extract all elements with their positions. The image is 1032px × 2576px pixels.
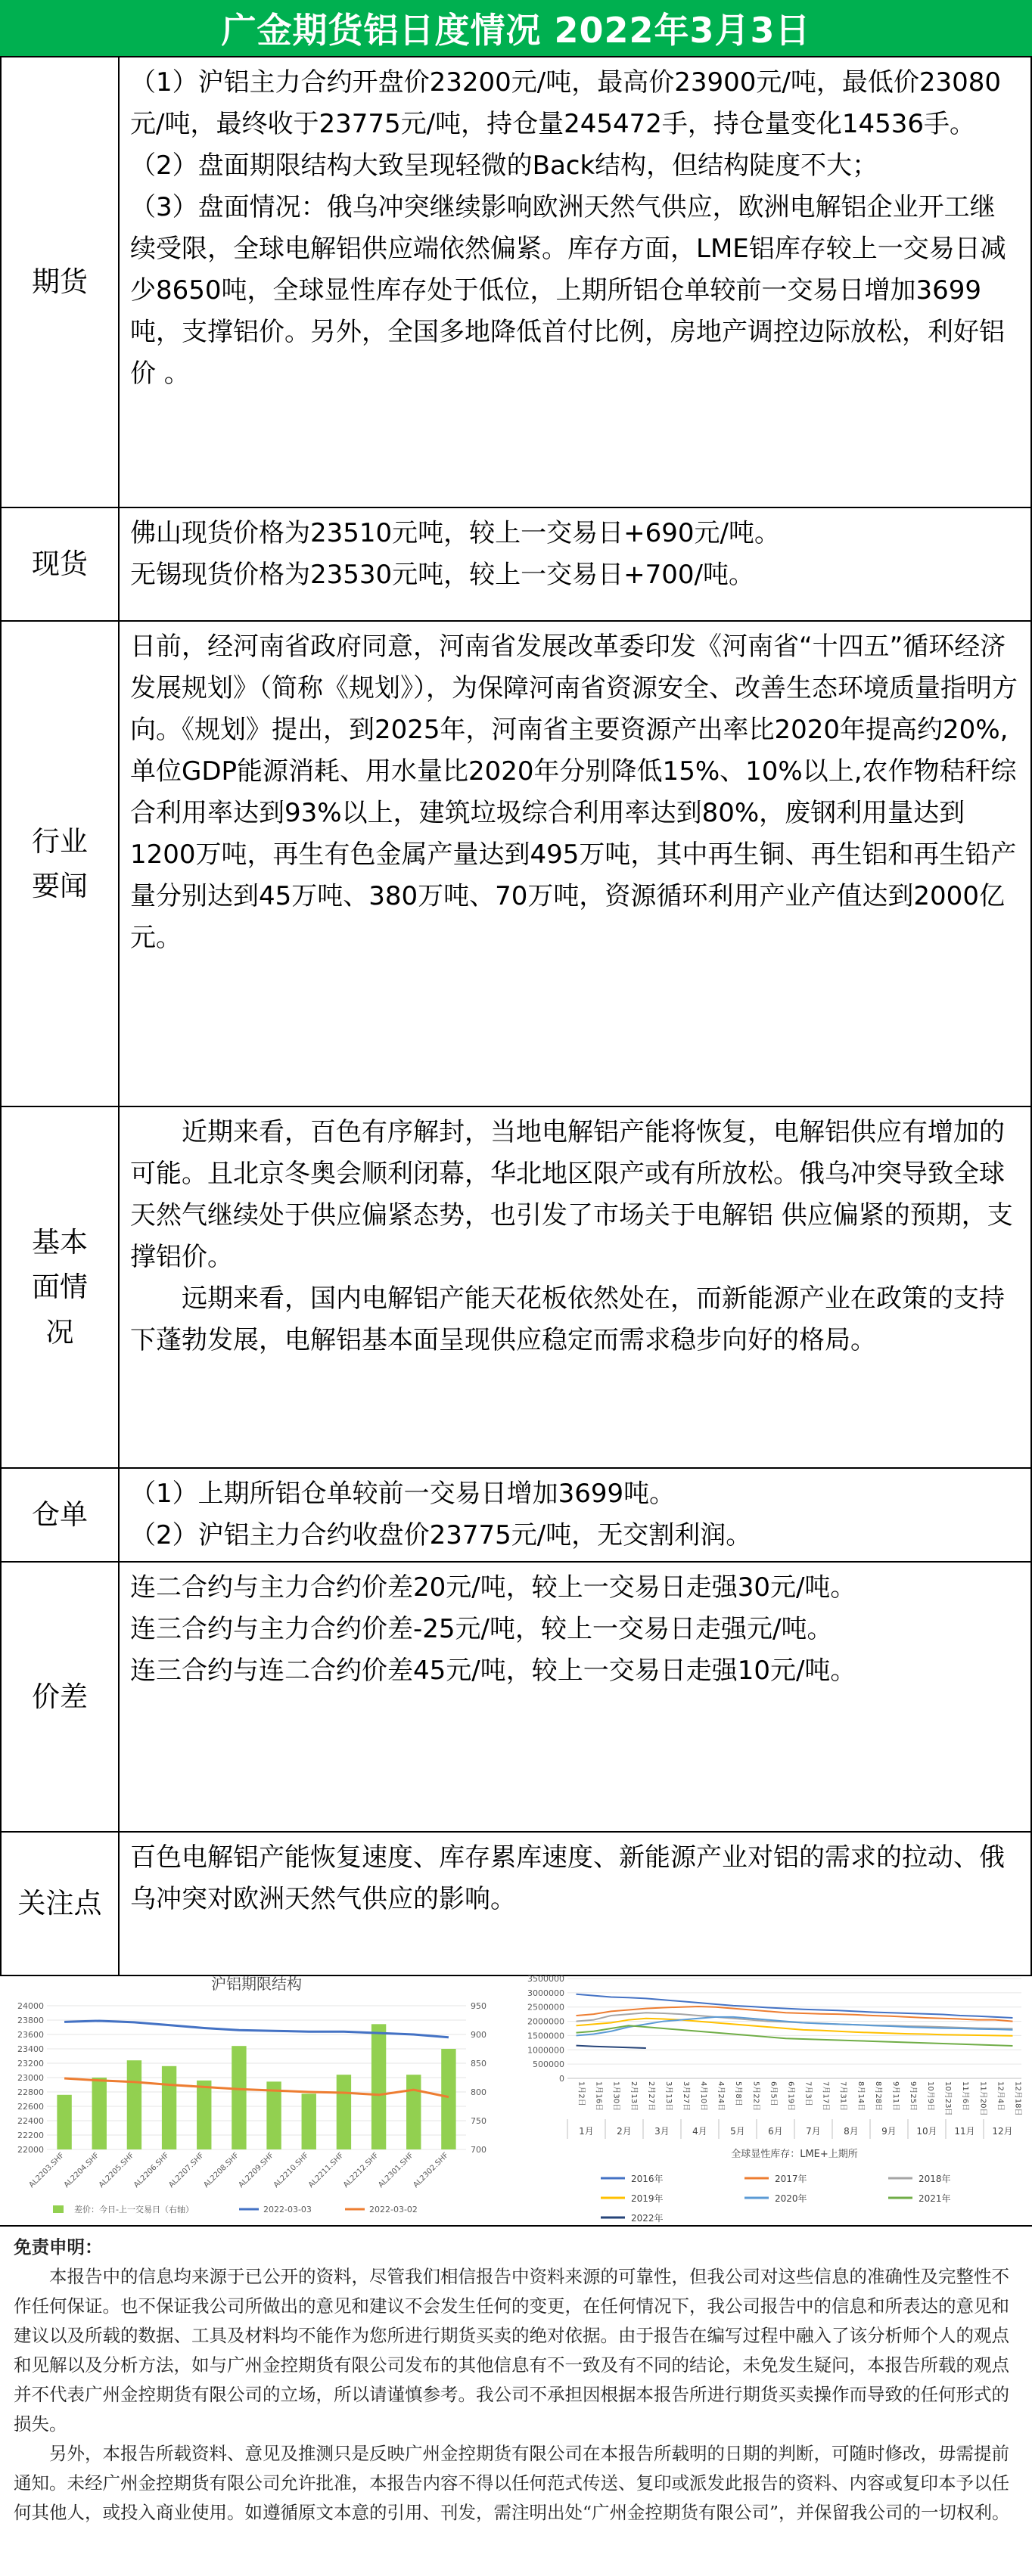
report-table [0,56,1032,1976]
y-tick-label: 22400 [17,2116,44,2126]
label-fundamentals-text: 基本面情况 [32,1226,88,1349]
content-spot [119,507,1031,621]
row-focus [1,1832,1031,1975]
y2-tick-label: 800 [471,2087,486,2097]
legend-swatch [53,2205,64,2213]
row-warehouse [1,1468,1031,1562]
content-news [119,621,1031,1106]
y-tick-label: 22600 [17,2102,44,2112]
bar [337,2075,351,2149]
y2-tick-label: 850 [471,2059,486,2069]
x-month-label: 12月 [992,2126,1013,2137]
y-tick-label: 500000 [533,2059,564,2070]
row-spread [1,1562,1031,1832]
y-tick-label: 0 [559,2074,564,2084]
x-tick-label: AL2206.SHF [132,2151,171,2190]
bar [162,2066,176,2149]
x-month-label: 9月 [881,2126,897,2137]
x-date-label: 4月24日 [716,2081,726,2112]
x-month-label: 7月 [806,2126,821,2137]
y-tick-label: 3000000 [527,1988,564,1998]
x-tick-label: AL2208.SHF [202,2151,241,2190]
legend-label: 2019年 [631,2193,664,2204]
x-date-label: 10月23日 [943,2081,953,2116]
x-date-label: 2月13日 [629,2081,638,2112]
x-date-label: 6月19日 [786,2081,795,2112]
x-month-label: 3月 [654,2126,670,2137]
x-date-label: 1月30日 [611,2081,620,2112]
x-date-label: 3月13日 [664,2081,673,2112]
series-line [577,2046,646,2048]
label-fundamentals [1,1106,119,1468]
focus-paragraph: 百色电解铝产能恢复速度、库存累库速度、新能源产业对铝的需求的拉动、俄乌冲突对欧洲天然气供应的影响。 [130,1842,1005,1914]
x-month-label: 4月 [692,2126,707,2137]
x-date-label: 7月17日 [821,2081,830,2112]
legend-label: 2021年 [919,2193,951,2204]
legend-label: 2017年 [775,2174,807,2184]
series-line [64,2021,449,2038]
legend-label: 2018年 [919,2174,951,2184]
y-tick-label: 23000 [17,2073,44,2083]
disclaimer-paragraph-1: 本报告中的信息均来源于已公开的资料，尽管我们相信报告中资料来源的可靠性，但我公司对这些信息的准确性及完整性不作任何保证。也不保证我公司所做出的意见和建议不会发生任何的变更，在任何情况下，我公司报告中的信息和所表达的意见和建议以及所载的数据、工具及材料均不能作为您所进行期货买卖的绝对依据。由于报告在编写过程中融入了该分析师个人的观点和见解以及分析方法，如与广州金控期货有限公司发布的其他信息有不一致及有不同的结论，未免发生疑问，本报告所载的观点并不代表广州金控期货有限公司的立场，所以请谨慎参考。我公司不承担因根据本报告所进行期货买卖操作而导致的任何形式的损失。 [14,2266,1009,2435]
disclaimer-paragraph-2: 另外，本报告所载资料、意见及推测只是反映广州金控期货有限公司在本报告所载明的日期的判断，可随时修改，毋需提前通知。未经广州金控期货有限公司允许批准，本报告内容不得以任何范式传送、复印或派发此报告的资料、内容或复印本予以任何其他人，或投入商业使用。如遵循原文本意的引用、刊发，需注明出处“广州金控期货有限公司”，并保留我公司的一切权利。 [14,2443,1010,2523]
x-date-label: 5月8日 [734,2081,743,2106]
content-focus [119,1832,1031,1975]
bar [197,2081,211,2149]
x-tick-label: AL2207.SHF [167,2151,206,2190]
x-tick-label: AL2302.SHF [412,2151,451,2190]
series-line [577,1994,1013,2018]
bar [406,2075,421,2149]
legend-label: 差价：今日-上一交易日（右轴） [74,2205,194,2214]
futures-price-paragraph: （1）沪铝主力合约开盘价23200元/吨，最高价23900元/吨，最低价23080元/吨，最终收于23775元/吨，持仓量245472手，持仓量变化14536手。 [130,67,1002,139]
term-structure-chart [0,1971,518,2225]
x-tick-label: AL2211.SHF [306,2151,346,2190]
x-date-label: 10月9日 [926,2081,935,2112]
x-tick-label: AL2205.SHF [97,2151,136,2190]
x-month-label: 11月 [954,2126,975,2137]
fundamentals-near-term: 近期来看，百色有序解封，当地电解铝产能将恢复，电解铝供应有增加的可能。且北京冬奥会顺利闭幕，华北地区限产或有所放松。俄乌冲突导致全球天然气继续处于供应偏紧态势，也引发了市场关于电解铝 供应偏紧的预期，支撑铝价。 [130,1117,1013,1272]
bar [127,2060,141,2149]
futures-structure-paragraph: （2）盘面期限结构大致呈现轻微的Back结构，但结构陡度不大； [130,151,878,181]
bar [302,2093,316,2149]
y2-tick-label: 750 [471,2116,486,2126]
bar [57,2095,71,2149]
y-tick-label: 1000000 [527,2045,564,2056]
label-focus: 关注点 [1,1832,119,1975]
content-futures [119,57,1031,507]
disclaimer-heading: 免责申明： [14,2236,103,2258]
x-tick-label: AL2203.SHF [27,2151,67,2190]
y2-tick-label: 700 [471,2145,486,2155]
y-tick-label: 22000 [17,2145,44,2155]
x-date-label: 2月27日 [646,2081,655,2112]
y-tick-label: 23600 [17,2030,44,2040]
x-tick-label: AL2301.SHF [377,2151,415,2190]
y-tick-label: 23200 [17,2059,44,2069]
content-fundamentals [119,1106,1031,1468]
y-tick-label: 1500000 [527,2031,564,2041]
x-tick-label: AL2204.SHF [62,2151,101,2190]
y-tick-label: 22200 [17,2131,44,2140]
y-tick-label: 2500000 [527,2002,564,2013]
futures-market-paragraph: （3）盘面情况：俄乌冲突继续影响欧洲天然气供应，欧洲电解铝企业开工继续受限，全球电解铝供应端依然偏紧。库存方面，LME铝库存较上一交易日减少8650吨，全球显性库存处于低位，上期所铝仓单较前一交易日增加3699吨，支撑铝价。另外，全国多地降低首付比例，房地产调控边际放松，利好铝价 。 [130,192,1006,389]
y-tick-label: 22800 [17,2087,44,2097]
spread-third-vs-second: 连三合约与连二合约价差45元/吨，较上一交易日走强10元/吨。 [130,1656,856,1686]
y-tick-label: 3500000 [527,1974,564,1984]
x-date-label: 8月28日 [873,2081,882,2112]
x-month-label: 5月 [730,2126,745,2137]
legend-label: 2016年 [631,2174,664,2184]
legend-label: 2022-03-03 [263,2205,312,2214]
disclaimer [0,2225,1032,2576]
legend-label: 2022年 [631,2213,664,2224]
y-tick-label: 2000000 [527,2016,564,2027]
row-fundamentals [1,1106,1031,1468]
warehouse-delivery-profit: （2）沪铝主力合约收盘价23775元/吨，无交割利润。 [130,1520,752,1550]
x-date-label: 4月10日 [699,2081,708,2112]
x-month-label: 1月 [579,2126,594,2137]
x-date-label: 7月31日 [838,2081,847,2112]
x-date-label: 11月20日 [978,2081,987,2116]
x-tick-label: AL2209.SHF [237,2151,276,2190]
x-date-label: 12月4日 [996,2081,1005,2112]
bar [371,2024,386,2149]
inventory-chart [518,1971,1032,2225]
x-tick-label: AL2210.SHF [272,2151,311,2190]
charts-area [0,1971,1032,2225]
x-date-label: 5月22日 [751,2081,760,2112]
y-tick-label: 23400 [17,2044,44,2054]
x-date-label: 8月14日 [856,2081,865,2112]
chart-title: 全球显性库存：LME+上期所 [731,2149,858,2160]
x-date-label: 1月16日 [594,2081,603,2112]
label-spot: 现货 [1,507,119,621]
x-date-label: 11月6日 [961,2081,970,2112]
x-date-label: 7月3日 [804,2081,813,2106]
series-line [64,2078,449,2097]
label-news-text: 行业要闻 [32,824,88,902]
warehouse-receipt-change: （1）上期所铝仓单较前一交易日增加3699吨。 [130,1479,676,1509]
news-paragraph: 日前，经河南省政府同意，河南省发展改革委印发《河南省“十四五”循环经济发展规划》（简称《规划》），为保障河南省资源安全、改善生态环境质量指明方向。《规划》提出，到2025年，河南省主要资源产出率比2020年提高约20%,单位GDP能源消耗、用水量比2020年分别降低15%、10%以上,农作物秸秆综合利用率达到93%以上，建筑垃圾综合利用率达到80%，废钢利用量达到1200万吨，再生有色金属产量达到495万吨，其中再生铜、再生铝和再生铅产量分别达到45万吨、380万吨、70万吨，资源循环利用产业产值达到2000亿元。 [130,632,1018,953]
legend-label: 2020年 [775,2193,807,2204]
row-futures [1,57,1031,507]
bar [92,2078,107,2149]
chart-title: 沪铝期限结构 [211,1975,302,1993]
x-date-label: 9月11日 [891,2081,900,2112]
report-title: 广金期货铝日度情况 2022年3月3日 [0,0,1032,57]
x-tick-label: AL2212.SHF [342,2151,381,2190]
x-date-label: 1月2日 [577,2081,586,2106]
x-month-label: 6月 [768,2126,783,2137]
y-tick-label: 24000 [17,2001,44,2011]
spread-second-vs-main: 连二合约与主力合约价差20元/吨，较上一交易日走强30元/吨。 [130,1572,856,1603]
label-spread: 价差 [1,1562,119,1832]
spread-third-vs-main: 连三合约与主力合约价差-25元/吨，较上一交易日走强元/吨。 [130,1614,833,1644]
content-spread [119,1562,1031,1832]
x-month-label: 10月 [916,2126,937,2137]
x-date-label: 9月25日 [909,2081,917,2112]
row-news [1,621,1031,1106]
x-date-label: 3月27日 [682,2081,690,2112]
y-tick-label: 23800 [17,2016,44,2025]
x-date-label: 6月5日 [769,2081,778,2106]
spot-wuxi: 无锡现货价格为23530元吨，较上一交易日+700/吨。 [130,560,754,590]
x-month-label: 8月 [844,2126,859,2137]
x-month-label: 2月 [617,2126,632,2137]
label-warehouse: 仓单 [1,1468,119,1562]
y2-tick-label: 950 [471,2001,486,2011]
content-warehouse [119,1468,1031,1562]
spot-foshan: 佛山现货价格为23510元吨，较上一交易日+690元/吨。 [130,518,780,548]
x-date-label: 12月18日 [1013,2081,1022,2116]
fundamentals-long-term: 远期来看，国内电解铝产能天花板依然处在，而新能源产业在政策的支持下蓬勃发展，电解铝基本面呈现供应稳定而需求稳步向好的格局。 [130,1283,1005,1355]
bar [441,2049,455,2149]
y2-tick-label: 900 [471,2030,486,2040]
row-spot [1,507,1031,621]
bar [232,2046,246,2149]
legend-label: 2022-03-02 [369,2205,418,2214]
label-news [1,621,119,1106]
label-futures: 期货 [1,57,119,507]
